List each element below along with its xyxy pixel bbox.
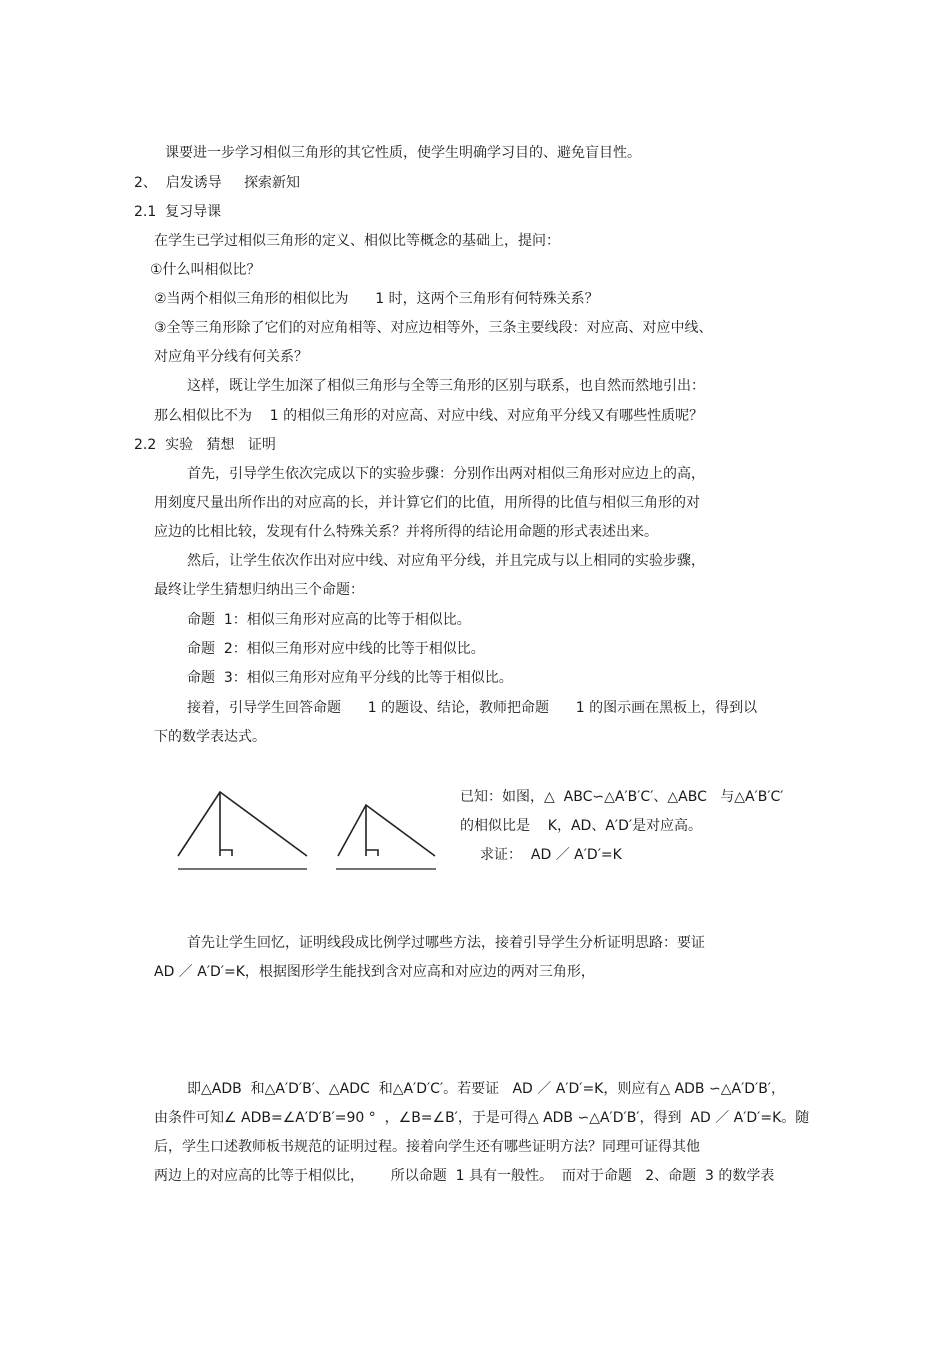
text-line: 然后，让学生依次作出对应中线、对应角平分线，并且完成与以上相同的实验步骤， bbox=[187, 553, 705, 569]
text-line: 课要进一步学习相似三角形的其它性质，使学生明确学习目的、避免盲目性。 bbox=[165, 145, 641, 161]
text-line: 两边上的对应高的比等于相似比， 所以命题 1 具有一般性。 而对于命题 2、命题 3 的数学表 bbox=[154, 1168, 775, 1184]
question-item: ②当两个相似三角形的相似比为 1 时，这两个三角形有何特殊关系？ bbox=[154, 291, 599, 307]
proposition-2: 命题 2：相似三角形对应中线的比等于相似比。 bbox=[187, 641, 485, 657]
triangle-a-prime-b-prime-c-prime bbox=[338, 805, 435, 856]
text-line: AD ／ A′D′=K，根据图形学生能找到含对应高和对应边的两对三角形， bbox=[154, 964, 595, 980]
text-line: 即△ADB 和△A′D′B′、△ADC 和△A′D′C′。若要证 AD ／ A′D′=K，则应有△ ADB ∽△A′D′B′， bbox=[187, 1081, 785, 1097]
text-line: 下的数学表达式。 bbox=[154, 729, 266, 745]
text-line: 接着，引导学生回答命题 1 的题设、结论，教师把命题 1 的图示画在黑板上，得到以 bbox=[187, 700, 758, 716]
text-line: 那么相似比不为 1 的相似三角形的对应高、对应中线、对应角平分线又有哪些性质呢？ bbox=[154, 408, 704, 424]
proposition-3: 命题 3：相似三角形对应角平分线的比等于相似比。 bbox=[187, 670, 513, 686]
text-line: 用刻度尺量出所作出的对应高的长，并计算它们的比值，用所得的比值与相似三角形的对 bbox=[154, 495, 700, 511]
section-heading: 2、 启发诱导 探索新知 bbox=[134, 175, 301, 191]
subsection-heading: 2.1 复习导课 bbox=[134, 204, 222, 220]
triangle-abc bbox=[178, 792, 307, 856]
text-line: 首先让学生回忆，证明线段成比例学过哪些方法，接着引导学生分析证明思路：要证 bbox=[187, 935, 705, 951]
text-line: 应边的比相比较，发现有什么特殊关系？并将所得的结论用命题的形式表述出来。 bbox=[154, 524, 658, 540]
proposition-1: 命题 1：相似三角形对应高的比等于相似比。 bbox=[187, 612, 471, 628]
given-statement: 已知：如图，△ ABC∽△A′B′C′、△ABC 与△A′B′C′ bbox=[460, 789, 784, 805]
subsection-heading: 2.2 实验 猜想 证明 bbox=[134, 437, 276, 453]
text-line: 后，学生口述教师板书规范的证明过程。接着向学生还有哪些证明方法？同理可证得其他 bbox=[154, 1139, 700, 1155]
to-prove-statement: 求证： AD ／ A′D′=K bbox=[480, 847, 622, 863]
text-line: 首先，引导学生依次完成以下的实验步骤：分别作出两对相似三角形对应边上的高， bbox=[187, 466, 705, 482]
triangle-figures bbox=[170, 780, 450, 880]
text-line: 对应角平分线有何关系？ bbox=[154, 349, 308, 365]
text-line: 最终让学生猜想归纳出三个命题： bbox=[154, 582, 364, 598]
question-item: ①什么叫相似比？ bbox=[150, 262, 261, 278]
text-line: 这样，既让学生加深了相似三角形与全等三角形的区别与联系，也自然而然地引出： bbox=[187, 378, 705, 394]
text-line: 在学生已学过相似三角形的定义、相似比等概念的基础上，提问： bbox=[154, 233, 560, 249]
question-item: ③全等三角形除了它们的对应角相等、对应边相等外，三条主要线段：对应高、对应中线、 bbox=[154, 320, 713, 336]
text-line: 由条件可知∠ ADB=∠A′D′B′=90 ° ，∠B=∠B′，于是可得△ ADB ∽△A′D′B′，得到 AD ／ A′D′=K。随 bbox=[154, 1110, 810, 1126]
given-statement-continued: 的相似比是 K，AD、A′D′是对应高。 bbox=[460, 818, 703, 834]
